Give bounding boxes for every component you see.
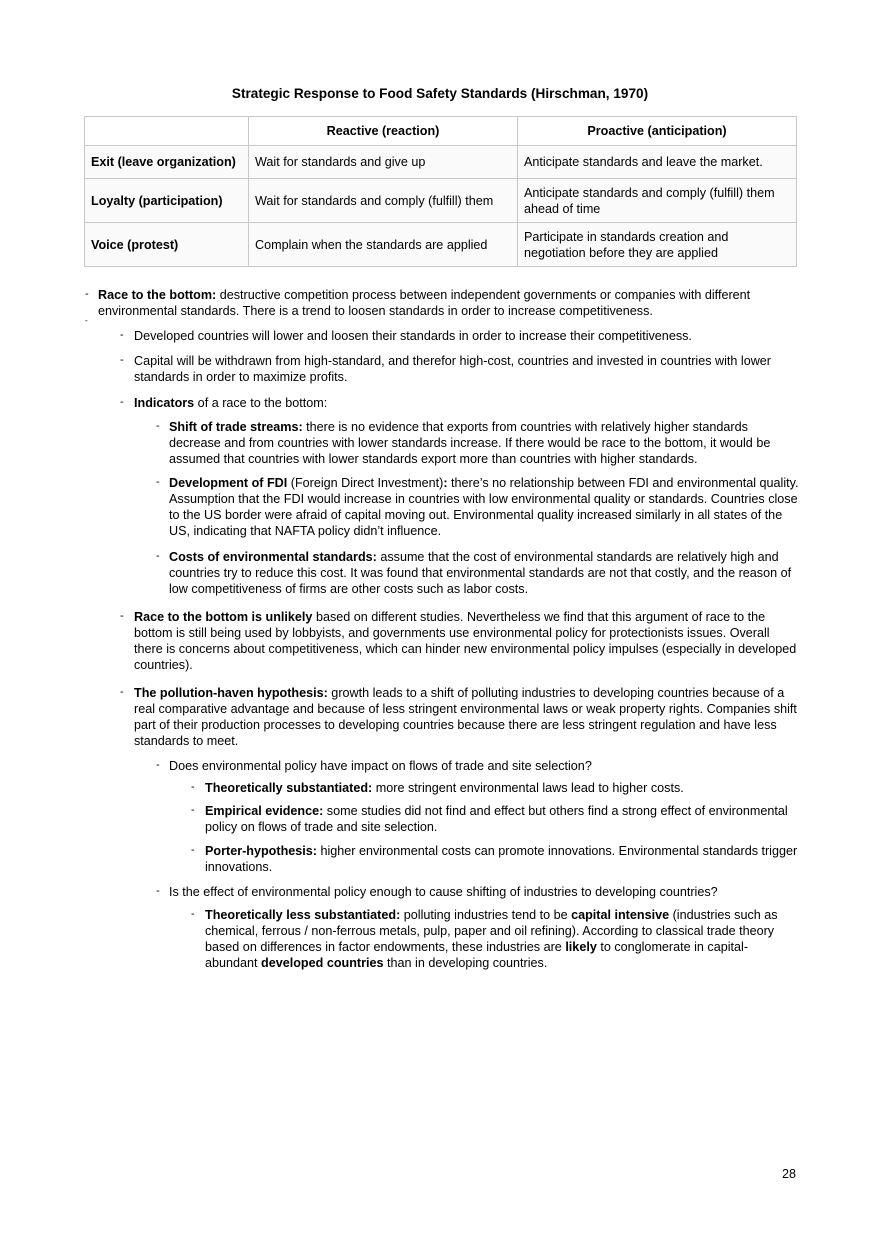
list-item-shift-trade — [169, 419, 799, 467]
less-text-2: (industries such as chemical, ferrous / non-ferrous metals, pulp, paper and oil refining). According to classical trade theory based on differences in factor endowments, these industries are — [205, 908, 778, 954]
list-item-race-to-bottom — [98, 287, 758, 319]
table-row-label: Exit (leave organization) — [85, 146, 249, 179]
list-item-fdi — [169, 475, 799, 539]
list-item-less-substantiated — [205, 907, 800, 971]
less-text-1: polluting industries tend to be — [400, 908, 572, 922]
emp-text: some studies did not find and effect but others find a strong effect of environmental policy on flows of trade and site selection. — [205, 804, 788, 834]
bullet-dash: - — [191, 844, 195, 856]
table-cell-proactive: Anticipate standards and comply (fulfill) them ahead of time — [518, 179, 797, 223]
list-item-developed: Developed countries will lower and loosen their standards in order to increase their competitiveness. — [134, 329, 692, 343]
indicators-bold: Indicators — [134, 396, 195, 410]
table-header-proactive: Proactive (anticipation) — [518, 117, 797, 146]
costs-bold: Costs of environmental standards: — [169, 550, 377, 564]
less-text-3: to conglomerate in capital-abundant — [205, 940, 749, 970]
haven-text: growth leads to a shift of polluting industries to developing countries because of a real comparative advantage and because of less stringent environmental laws or weak property rights. Companies shift part of their production processes to developing countries because there are less stringent regulation and have less standards to meet. — [134, 686, 797, 748]
table-cell-reactive: Wait for standards and give up — [249, 146, 518, 179]
theo-bold: Theoretically substantiated: — [205, 781, 373, 795]
bullet-dash: - — [85, 316, 88, 325]
table-header-reactive: Reactive (reaction) — [249, 117, 518, 146]
list-item-empirical — [205, 803, 800, 835]
fdi-text: (Foreign Direct Investment) — [287, 476, 444, 490]
unlikely-bold: Race to the bottom is unlikely — [134, 610, 313, 624]
bullet-dash: - — [191, 781, 195, 793]
less-bold-developed: developed countries — [261, 956, 384, 970]
emp-bold: Empirical evidence: — [205, 804, 324, 818]
bullet-dash: - — [156, 420, 160, 432]
table-cell-proactive: Participate in standards creation and negotiation before they are applied — [518, 223, 797, 267]
less-text-4: than in developing countries. — [383, 956, 548, 970]
shift-bold: Shift of trade streams: — [169, 420, 303, 434]
unlikely-text: based on different studies. Nevertheless we find that this argument of race to the bottom is still being used by lobbyists, and governments use environmental policy for protectionists issues. Overall there is concerns about competitiveness, which can hinder new environmental policy impulses (especially in developed countries). — [134, 610, 797, 672]
haven-bold: The pollution-haven hypothesis: — [134, 686, 328, 700]
fdi-text-rest: there’s no relationship between FDI and environmental quality. Assumption that the FDI would increase in countries with low environmental quality or standards. Countries close to the US border were afraid of capital moving out. Environmental quality increased similarly in all states of the US, indicating that NAFTA policy didn’t influence. — [169, 476, 799, 538]
table-cell-reactive: Complain when the standards are applied — [249, 223, 518, 267]
fdi-bold: Development of FDI — [169, 476, 288, 490]
bullet-dash: - — [156, 476, 160, 488]
bullet-dash: - — [85, 288, 89, 300]
bullet-dash: - — [120, 329, 124, 341]
bullet-dash: - — [120, 686, 124, 698]
list-item-capital: Capital will be withdrawn from high-standard, and therefor high-cost, countries and invested in countries with lower standards in order to maximize profits. — [134, 354, 772, 384]
bullet-dash: - — [120, 396, 124, 408]
race-text: destructive competition process between independent governments or companies with different environmental standards. There is a trend to loosen standards in order to increase competitiveness. — [98, 288, 751, 318]
porter-text: higher environmental costs can promote innovations. Environmental standards trigger innovations. — [205, 844, 798, 874]
shift-text: there is no evidence that exports from countries with relatively higher standards decrease and from countries with lower standards increase. If there would be race to the bottom, it would be assumed that countries with lower standards export more than countries with higher standards. — [169, 420, 771, 466]
table-cell-reactive: Wait for standards and comply (fulfill) them — [249, 179, 518, 223]
bullet-dash: - — [191, 804, 195, 816]
bullet-dash: - — [156, 759, 160, 771]
less-bold: Theoretically less substantiated: — [205, 908, 401, 922]
less-bold-capital: capital intensive — [571, 908, 670, 922]
page-number: 28 — [781, 1167, 796, 1181]
table-row-label: Voice (protest) — [85, 223, 249, 267]
costs-text: assume that the cost of environmental standards are relatively high and countries try to reduce this cost. It was found that environmental standards are not that costly, and the reason of low competitiveness of firms are other costs such as labor costs. — [169, 550, 792, 596]
list-item-question-1: Does environmental policy have impact on flows of trade and site selection? — [169, 759, 592, 773]
list-item-pollution-haven — [134, 685, 798, 749]
indicators-text: of a race to the bottom: — [194, 396, 328, 410]
list-item-question-2: Is the effect of environmental policy enough to cause shifting of industries to developing countries? — [169, 885, 718, 899]
table-row-label: Loyalty (participation) — [85, 179, 249, 223]
bullet-dash: - — [156, 885, 160, 897]
list-item-theoretically — [205, 780, 800, 796]
race-bold: Race to the bottom: — [98, 288, 217, 302]
table-cell-proactive: Anticipate standards and leave the market. — [518, 146, 797, 179]
bullet-dash: - — [191, 908, 195, 920]
fdi-colon: : — [443, 476, 448, 490]
bullet-dash: - — [120, 610, 124, 622]
page-title: Strategic Response to Food Safety Standards (Hirschman, 1970) — [231, 86, 649, 101]
bullet-dash: - — [120, 354, 124, 366]
theo-text: more stringent environmental laws lead to higher costs. — [372, 781, 684, 795]
list-item-indicators — [134, 395, 794, 411]
less-bold-likely: likely — [565, 940, 597, 954]
list-item-porter — [205, 843, 800, 875]
bullet-dash: - — [156, 550, 160, 562]
list-item-unlikely — [134, 609, 798, 673]
list-item-costs — [169, 549, 799, 597]
porter-bold: Porter-hypothesis: — [205, 844, 317, 858]
